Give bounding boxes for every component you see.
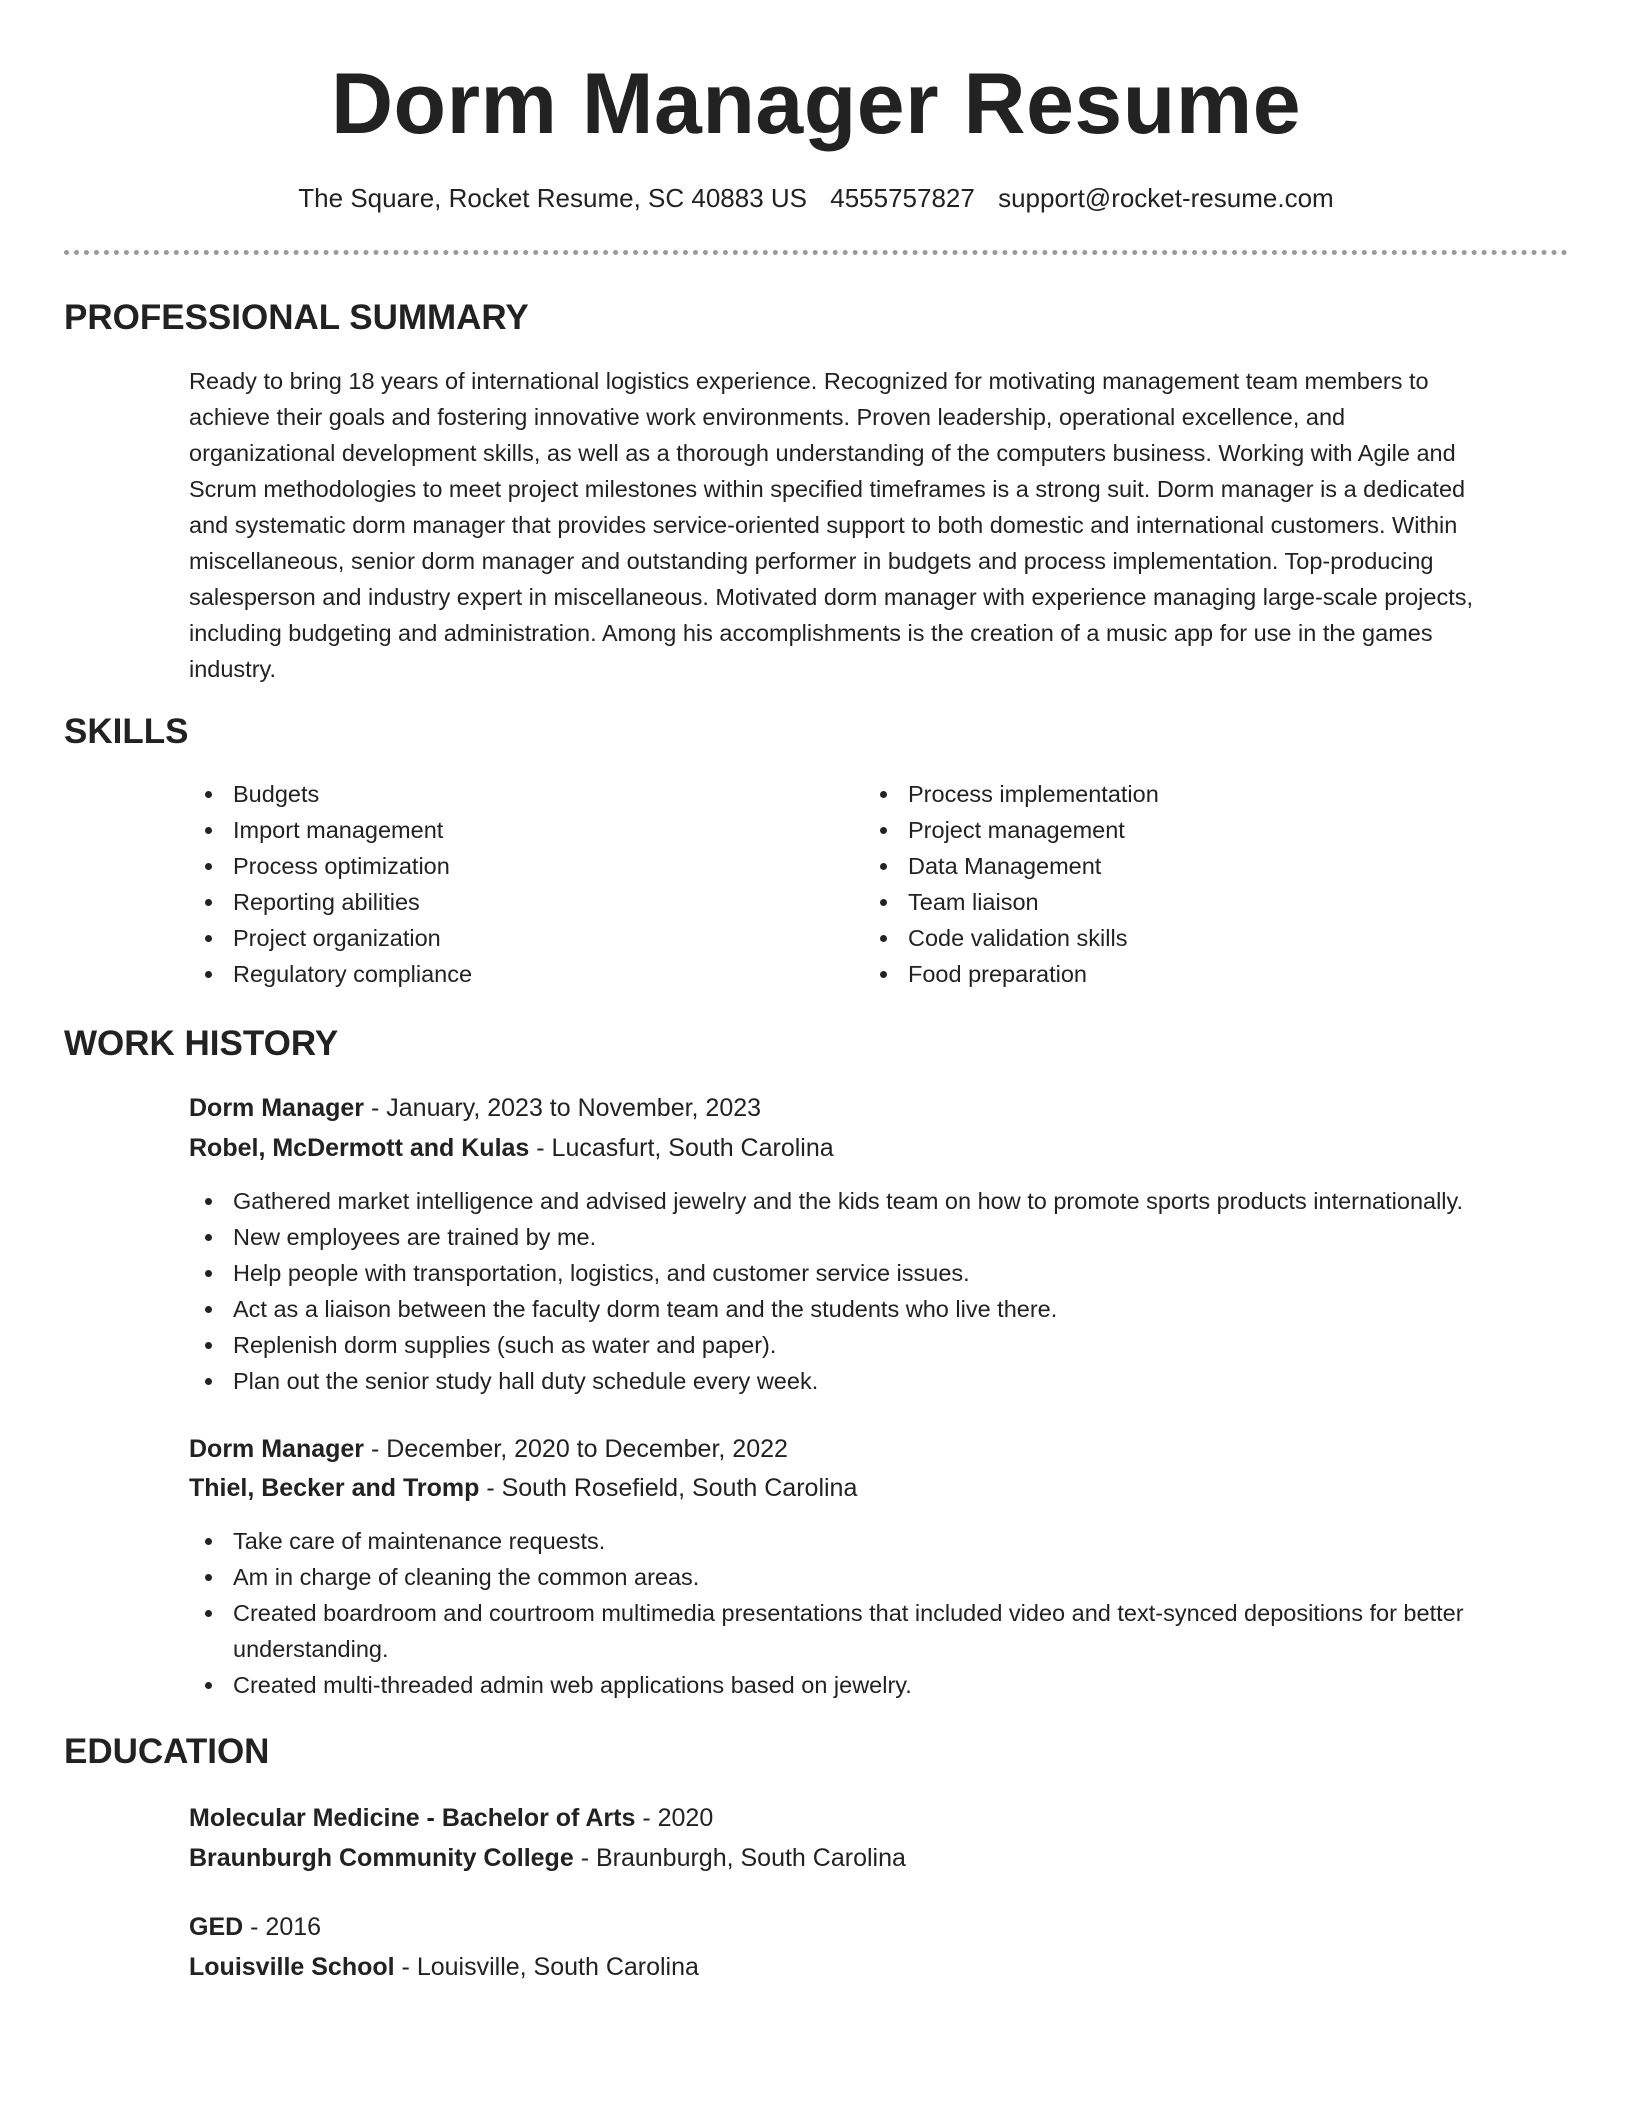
job-bullet-continuation: understanding. bbox=[233, 1636, 389, 1662]
job-dates: - January, 2023 to November, 2023 bbox=[371, 1094, 762, 1122]
education-location: - Braunburgh, South Carolina bbox=[580, 1844, 906, 1872]
summary-line: miscellaneous, senior dorm manager and outstanding performer in budgets and process implementation. Top-producing bbox=[189, 548, 1434, 574]
education-year: - 2020 bbox=[642, 1804, 714, 1832]
job-bullet: New employees are trained by me. bbox=[189, 1219, 1569, 1255]
summary-line: achieve their goals and fostering innovative work environments. Proven leadership, operational excellence, and bbox=[189, 404, 1346, 430]
job-bullet: Act as a liaison between the faculty dorm team and the students who live there. bbox=[189, 1291, 1569, 1327]
summary-line: Ready to bring 18 years of international logistics experience. Recognized for motivating management team members to bbox=[189, 368, 1429, 394]
education-school-line bbox=[189, 1840, 906, 1876]
summary-line: and systematic dorm manager that provides service-oriented support to both domestic and international customers. Within bbox=[189, 512, 1458, 538]
job-bullet: Created multi-threaded admin web applications based on jewelry. bbox=[189, 1667, 1569, 1703]
education-school-line bbox=[189, 1949, 699, 1985]
job-location: - South Rosefield, South Carolina bbox=[486, 1474, 858, 1502]
education-location: - Louisville, South Carolina bbox=[401, 1953, 699, 1981]
summary-line: including budgeting and administration. Among his accomplishments is the creation of a music app for use in the games bbox=[189, 620, 1433, 646]
education-degree: GED bbox=[189, 1913, 244, 1941]
skill-item: Food preparation bbox=[864, 956, 1524, 992]
summary-line: industry. bbox=[189, 656, 277, 682]
job-bullet: Am in charge of cleaning the common areas. bbox=[189, 1559, 1569, 1595]
skill-item: Budgets bbox=[189, 776, 809, 812]
job-title: Dorm Manager bbox=[189, 1094, 365, 1122]
skill-item: Reporting abilities bbox=[189, 884, 809, 920]
education-degree: Molecular Medicine - Bachelor of Arts bbox=[189, 1804, 636, 1832]
contact-address: The Square, Rocket Resume, SC 40883 US bbox=[298, 183, 807, 213]
job-title: Dorm Manager bbox=[189, 1435, 365, 1463]
job-bullet: Take care of maintenance requests. bbox=[189, 1523, 1569, 1559]
contact-phone: 4555757827 bbox=[830, 183, 975, 213]
skill-item: Process optimization bbox=[189, 848, 809, 884]
skill-item: Project management bbox=[864, 812, 1524, 848]
job-bullet: Gathered market intelligence and advised jewelry and the kids team on how to promote sports products internationally. bbox=[189, 1183, 1569, 1219]
job-bullet: Created boardroom and courtroom multimedia presentations that included video and text-synced depositions for better bbox=[189, 1595, 1569, 1631]
job-bullet: Help people with transportation, logistics, and customer service issues. bbox=[189, 1255, 1569, 1291]
skill-item: Import management bbox=[189, 812, 809, 848]
education-degree-line bbox=[189, 1909, 321, 1945]
job-location: - Lucasfurt, South Carolina bbox=[536, 1134, 834, 1162]
job-company: Robel, McDermott and Kulas bbox=[189, 1134, 530, 1162]
summary-heading: PROFESSIONAL SUMMARY bbox=[64, 298, 529, 337]
job-dates: - December, 2020 to December, 2022 bbox=[371, 1435, 788, 1463]
skill-item: Process implementation bbox=[864, 776, 1524, 812]
summary-line: organizational development skills, as well as a thorough understanding of the computers business. Working with Agile and bbox=[189, 440, 1456, 466]
job-company-line bbox=[189, 1470, 857, 1506]
job-bullets bbox=[189, 1183, 1569, 1399]
skill-item: Team liaison bbox=[864, 884, 1524, 920]
skills-list-right bbox=[864, 776, 1524, 992]
job-company-line bbox=[189, 1130, 834, 1166]
contact-email[interactable]: support@rocket-resume.com bbox=[998, 183, 1334, 213]
header-divider bbox=[64, 250, 1568, 255]
job-title-line bbox=[189, 1090, 761, 1126]
skill-item: Code validation skills bbox=[864, 920, 1524, 956]
contact-line bbox=[0, 180, 1632, 216]
skills-heading: SKILLS bbox=[64, 712, 189, 751]
education-degree-line bbox=[189, 1800, 713, 1836]
education-heading: EDUCATION bbox=[64, 1732, 270, 1771]
summary-text bbox=[189, 363, 1569, 687]
summary-line: salesperson and industry expert in miscellaneous. Motivated dorm manager with experience managing large-scale projects, bbox=[189, 584, 1474, 610]
education-school: Louisville School bbox=[189, 1953, 395, 1981]
education-school: Braunburgh Community College bbox=[189, 1844, 574, 1872]
resume-title: Dorm Manager Resume bbox=[330, 56, 1302, 152]
work-heading: WORK HISTORY bbox=[64, 1024, 339, 1063]
skill-item: Project organization bbox=[189, 920, 809, 956]
education-year: - 2016 bbox=[250, 1913, 322, 1941]
job-bullet: Plan out the senior study hall duty schedule every week. bbox=[189, 1363, 1569, 1399]
job-bullets bbox=[189, 1523, 1569, 1703]
job-bullet: Replenish dorm supplies (such as water and paper). bbox=[189, 1327, 1569, 1363]
summary-line: Scrum methodologies to meet project milestones within specified timeframes is a strong suit. Dorm manager is a dedicated bbox=[189, 476, 1466, 502]
skill-item: Regulatory compliance bbox=[189, 956, 809, 992]
skills-list-left bbox=[189, 776, 809, 992]
skill-item: Data Management bbox=[864, 848, 1524, 884]
job-company: Thiel, Becker and Tromp bbox=[189, 1474, 480, 1502]
job-title-line bbox=[189, 1431, 788, 1467]
